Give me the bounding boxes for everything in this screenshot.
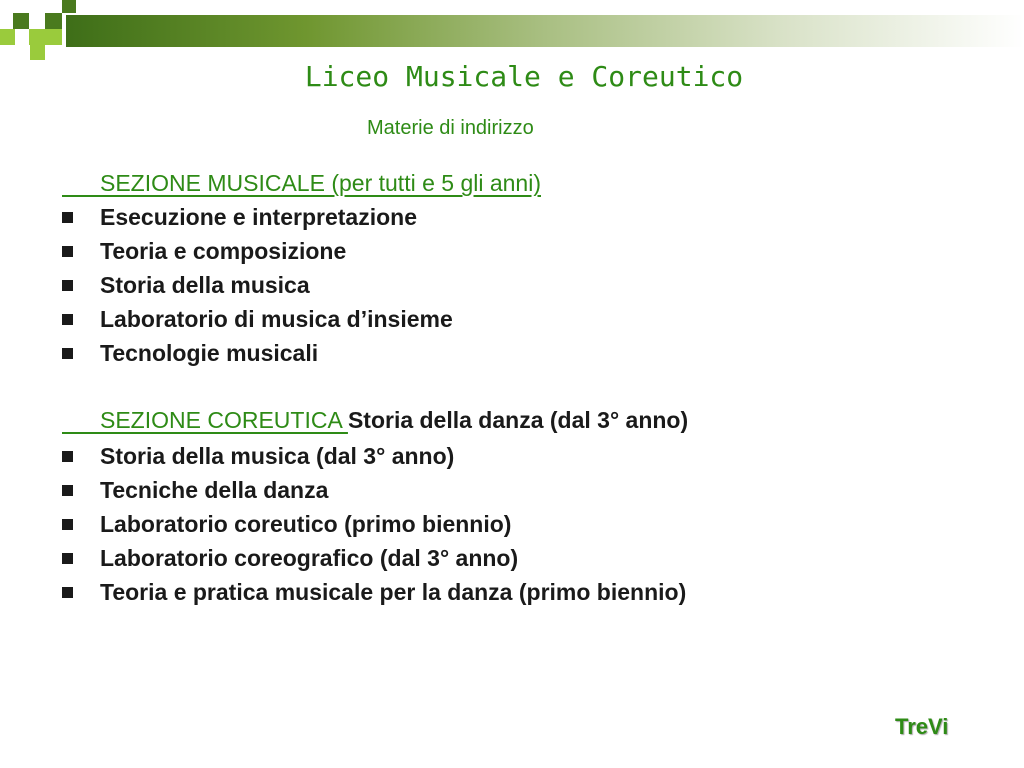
section-heading-text: SEZIONE COREUTICA: [100, 407, 348, 433]
slide-subtitle: Materie di indirizzo: [367, 117, 534, 139]
bullet-icon: [62, 587, 73, 598]
section-heading-musicale: [62, 169, 541, 197]
bullet-icon: [62, 519, 73, 530]
bullet-icon: [62, 212, 73, 223]
list-item: Storia della musica: [100, 272, 310, 298]
section-heading-trail: Storia della danza (dal 3° anno): [347, 407, 689, 433]
list-item: Tecnologie musicali: [100, 340, 319, 366]
list-item: Teoria e composizione: [100, 238, 347, 264]
heading-underline-pad: [62, 406, 100, 434]
section-heading-text: SEZIONE MUSICALE (per tutti e 5 gli anni): [100, 170, 541, 196]
list-item: Laboratorio coreutico (primo biennio): [100, 511, 512, 537]
list-item: Laboratorio coreografico (dal 3° anno): [100, 545, 519, 571]
slide-title: Liceo Musicale e Coreutico: [304, 60, 744, 93]
bullet-icon: [62, 348, 73, 359]
section-heading-coreutica: [62, 406, 688, 434]
list-item: Storia della musica (dal 3° anno): [100, 443, 455, 469]
brand-logo-text: TreVi: [895, 714, 949, 739]
list-item: Laboratorio di musica d’insieme: [100, 306, 453, 332]
bullet-icon: [62, 314, 73, 325]
bullet-icon: [62, 280, 73, 291]
heading-underline-pad: [62, 169, 100, 197]
list-item: Teoria e pratica musicale per la danza (primo biennio): [100, 579, 687, 605]
bullet-icon: [62, 451, 73, 462]
list-item: Tecniche della danza: [100, 477, 329, 503]
bullet-icon: [62, 485, 73, 496]
bullet-icon: [62, 553, 73, 564]
list-item: Esecuzione e interpretazione: [100, 204, 417, 230]
bullet-icon: [62, 246, 73, 257]
